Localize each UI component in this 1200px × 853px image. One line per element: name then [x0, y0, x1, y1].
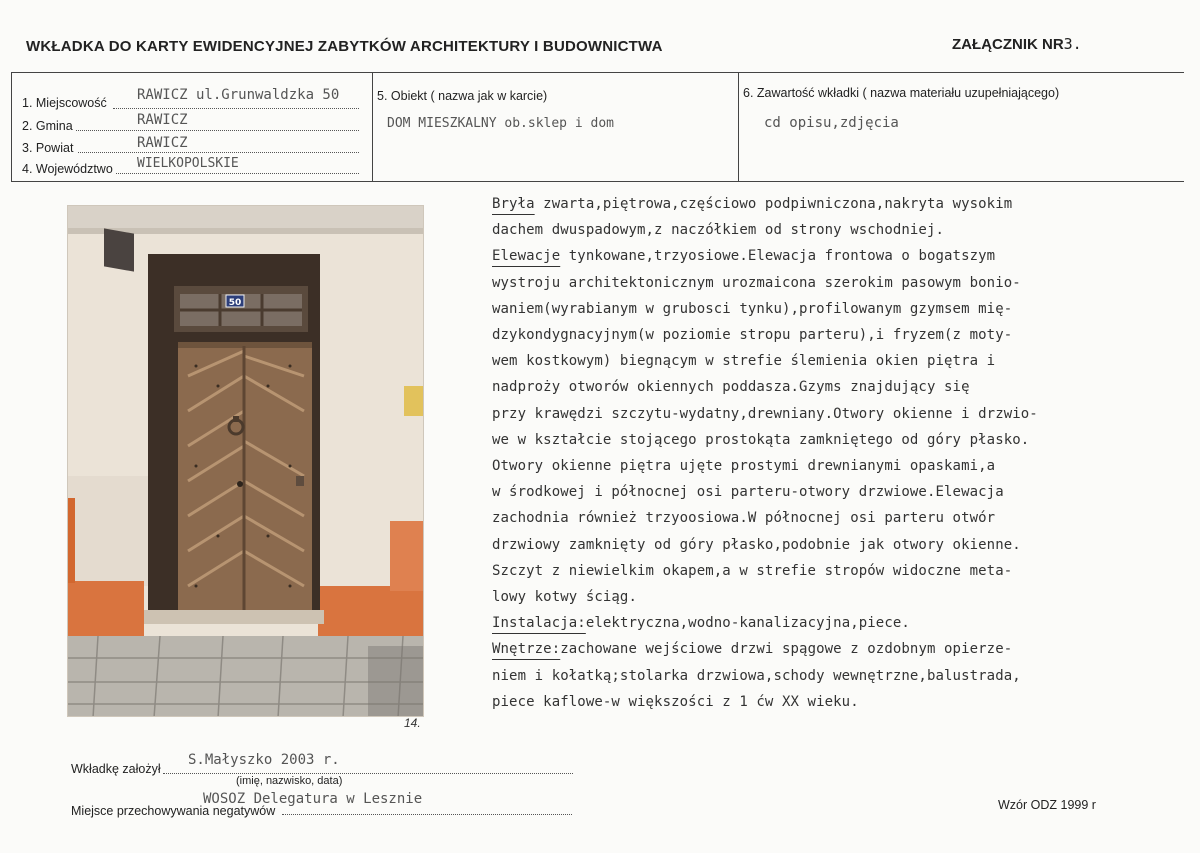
desc-line: wem kostkowym) biegnącym w strefie ślemienia okien piętra i	[492, 353, 996, 370]
author-label: Wkładkę założył	[71, 762, 161, 776]
author-value: S.Małyszko 2003 r.	[188, 752, 340, 768]
powiat-label: 3. Powiat	[22, 141, 74, 155]
photo-number: 14.	[404, 716, 421, 730]
dotted-line	[282, 814, 572, 815]
miejscowosc-label: 1. Miejscowość	[22, 96, 107, 110]
house-number: 50	[228, 298, 242, 308]
desc-line: Szczyt z niewielkim okapem,a w strefie stropów widoczne meta-	[492, 562, 1013, 579]
gmina-label: 2. Gmina	[22, 119, 73, 133]
gmina-value: RAWICZ	[137, 112, 188, 128]
desc-line: wystroju architektonicznym urozmaicona szerokim pasowym bonio-	[492, 274, 1021, 291]
desc-line: we w kształcie stojącego prostokąta zamkniętego od góry płasko.	[492, 431, 1030, 448]
section-heading: Wnętrze:	[492, 641, 561, 658]
desc-line: zachodnia również trzyoosiowa.W północnej osi parteru otwór	[492, 510, 996, 527]
desc-line: dachem dwuspadowym,z naczółkiem od strony wschodniej.	[492, 222, 945, 239]
desc-line: Wnętrze:zachowane wejściowe drzwi spągowe z ozdobnym opierze-	[492, 641, 1013, 658]
desc-line: piece kaflowe-w większości z 1 ćw XX wieku.	[492, 693, 859, 710]
object-label: 5. Obiekt ( nazwa jak w karcie)	[377, 89, 548, 103]
desc-line: przy krawędzi szczytu-wydatny,drewniany.Otwory okienne i drzwio-	[492, 405, 1038, 422]
desc-line: lowy kotwy ściąg.	[492, 589, 637, 606]
column-divider	[372, 73, 373, 181]
storage-label: Miejsce przechowywania negatywów	[71, 804, 276, 818]
dotted-line	[163, 773, 573, 774]
building-door-photo	[67, 205, 424, 717]
desc-line: Bryła zwarta,piętrowa,częściowo podpiwniczona,nakryta wysokim	[492, 196, 1013, 212]
form-title: WKŁADKA DO KARTY EWIDENCYJNEJ ZABYTKÓW ARCHITEKTURY I BUDOWNICTWA	[26, 38, 663, 55]
dotted-line	[78, 152, 359, 153]
template-version: Wzór ODZ 1999 r	[998, 798, 1096, 812]
storage-value: WOSOZ Delegatura w Lesznie	[203, 791, 423, 807]
annex-label: ZAŁĄCZNIK NR	[952, 36, 1064, 53]
wojewodztwo-value: WIELKOPOLSKIE	[137, 156, 239, 171]
door-photo-drawing	[68, 206, 424, 717]
desc-line: Instalacja:elektryczna,wodno-kanalizacyjna,piece.	[492, 615, 910, 632]
contents-label: 6. Zawartość wkładki ( nazwa materiału uzupełniającego)	[743, 86, 1060, 100]
dotted-line	[113, 108, 359, 109]
desc-line: dzykondygnacyjnym(w poziomie stropu parteru),i fryzem(z moty-	[492, 327, 1013, 344]
desc-line: waniem(wyrabianym w grubosci tynku),profilowanym gzymsem mię-	[492, 300, 1013, 317]
section-heading: Bryła	[492, 196, 535, 212]
section-heading: Elewacje	[492, 248, 561, 265]
desc-line: Otwory okienne piętra ujęte prostymi drewnianymi opaskami,a	[492, 458, 996, 475]
annex-value: 3.	[1063, 35, 1082, 53]
powiat-value: RAWICZ	[137, 135, 188, 151]
desc-line: nadproży otworów okiennych poddasza.Gzyms znajdujący się	[492, 379, 970, 396]
annex-number	[952, 35, 1082, 53]
desc-line: niem i kołatką;stolarka drzwiowa,schody wewnętrzne,balustrada,	[492, 667, 1021, 684]
dotted-line	[76, 130, 359, 131]
section-heading: Instalacja:	[492, 615, 586, 632]
info-table	[11, 72, 1184, 182]
dotted-line	[116, 173, 359, 174]
desc-line: drzwiowy zamknięty od góry płasko,podobnie jak otwory okienne.	[492, 536, 1021, 553]
contents-value: cd opisu,zdjęcia	[764, 115, 899, 131]
wojewodztwo-label: 4. Województwo	[22, 162, 113, 176]
column-divider	[738, 73, 739, 181]
desc-line: Elewacje tynkowane,trzyosiowe.Elewacja frontowa o bogatszym	[492, 248, 996, 265]
author-hint: (imię, nazwisko, data)	[236, 775, 343, 787]
object-value: DOM MIESZKALNY ob.sklep i dom	[387, 116, 614, 131]
description-text	[492, 191, 1182, 715]
desc-line: w środkowej i północnej osi parteru-otwory drzwiowe.Elewacja	[492, 484, 1004, 501]
miejscowosc-value: RAWICZ ul.Grunwaldzka 50	[137, 87, 340, 103]
